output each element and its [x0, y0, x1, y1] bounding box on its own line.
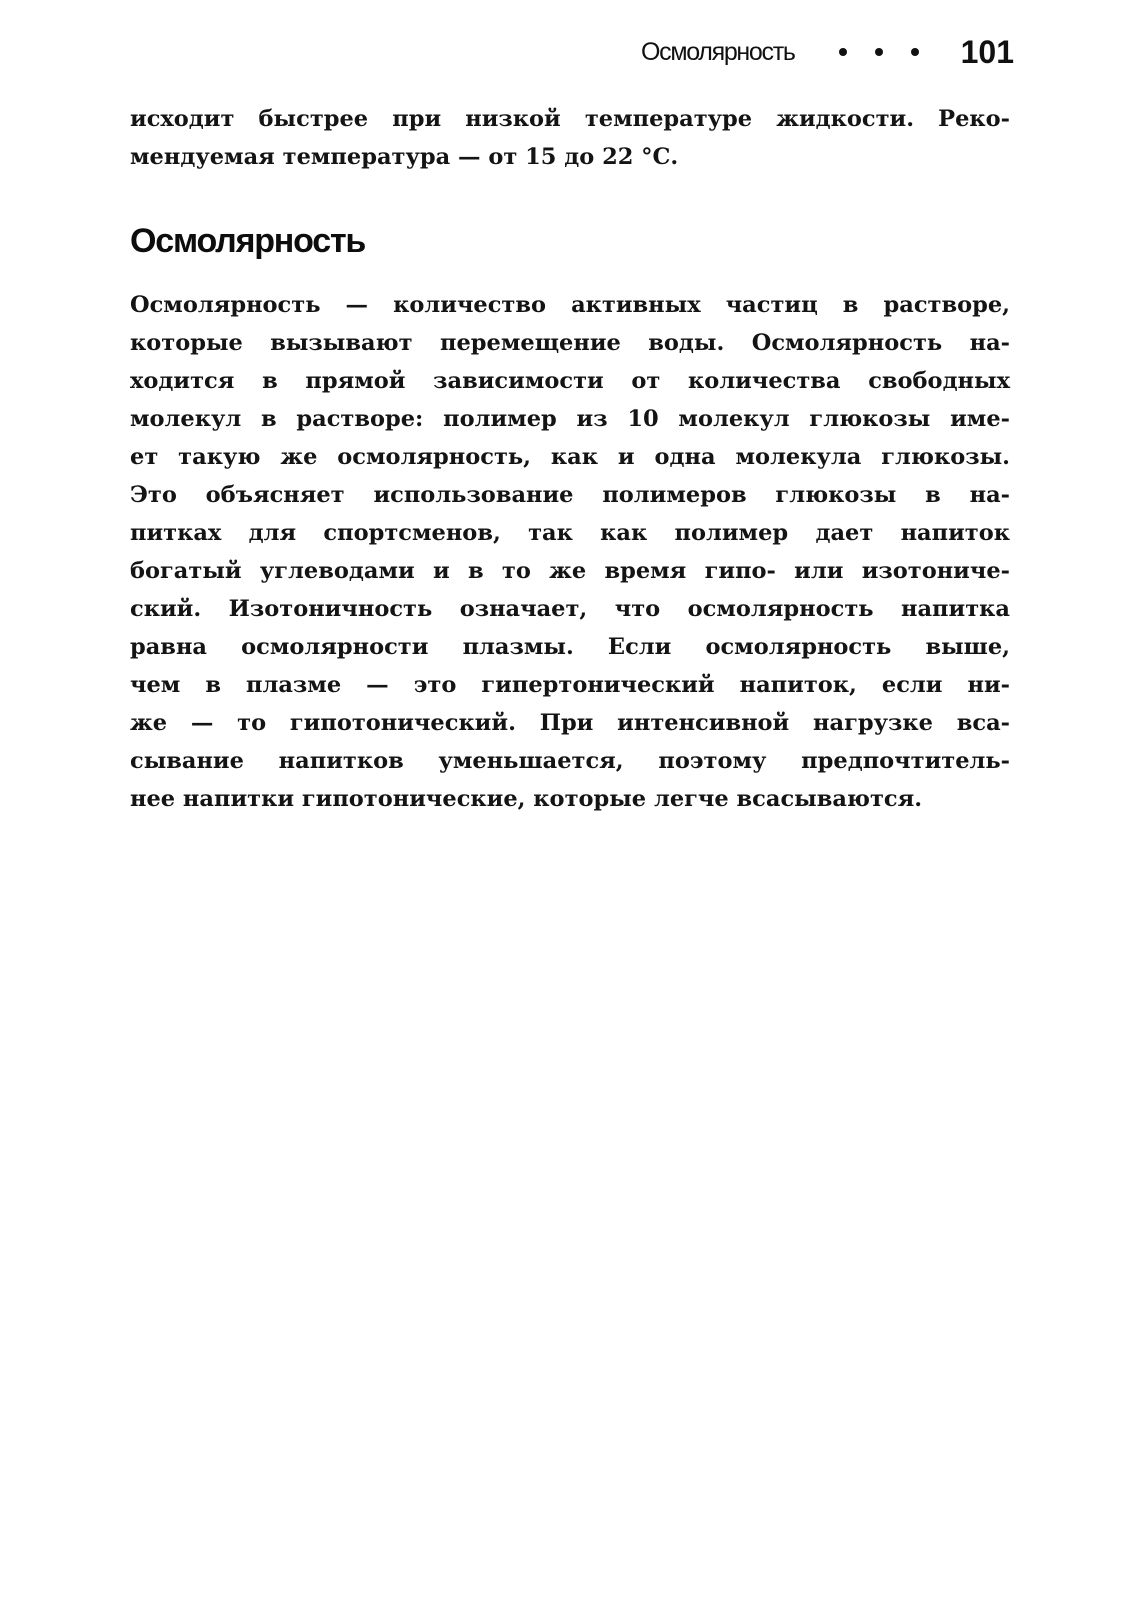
- text-line: мендуемая температура — от 15 до 22 °С.: [130, 144, 679, 170]
- text-line: питках для спортсменов, так как полимер дает напиток: [130, 520, 1010, 546]
- text-line: Осмолярность — количество активных частиц в растворе,: [130, 292, 1010, 318]
- continuation-paragraph: [130, 100, 1010, 176]
- text-line: равна осмолярности плазмы. Если осмолярность выше,: [130, 634, 1010, 660]
- running-header-title: Осмолярность: [641, 37, 795, 66]
- text-line: чем в плазме — это гипертонический напиток, если ни-: [130, 672, 1010, 698]
- section-paragraph: [130, 286, 1010, 818]
- text-line: ский. Изотоничность означает, что осмолярность напитка: [130, 596, 1010, 622]
- text-line: ет такую же осмолярность, как и одна молекула глюкозы.: [130, 444, 1010, 470]
- bullet-dot-icon: [839, 48, 847, 56]
- text-line: ходится в прямой зависимости от количества свободных: [130, 368, 1010, 394]
- page-number: 101: [960, 33, 1014, 70]
- text-line: которые вызывают перемещение воды. Осмолярность на-: [130, 330, 1010, 356]
- bullet-dot-icon: [875, 48, 883, 56]
- header-dots: [825, 48, 933, 56]
- text-line: Это объясняет использование полимеров глюкозы в на-: [130, 482, 1010, 508]
- running-header: [600, 28, 1014, 76]
- text-line: исходит быстрее при низкой температуре жидкости. Реко-: [130, 106, 1010, 132]
- text-line: нее напитки гипотонические, которые легче всасываются.: [130, 786, 923, 812]
- text-line: сывание напитков уменьшается, поэтому предпочтитель-: [130, 748, 1010, 774]
- text-line: же — то гипотонический. При интенсивной нагрузке вса-: [130, 710, 1010, 736]
- text-line: молекул в растворе: полимер из 10 молекул глюкозы име-: [130, 406, 1010, 432]
- text-line: богатый углеводами и в то же время гипо- или изотониче-: [130, 558, 1010, 584]
- section-heading: Осмолярность: [130, 222, 366, 260]
- bullet-dot-icon: [911, 48, 919, 56]
